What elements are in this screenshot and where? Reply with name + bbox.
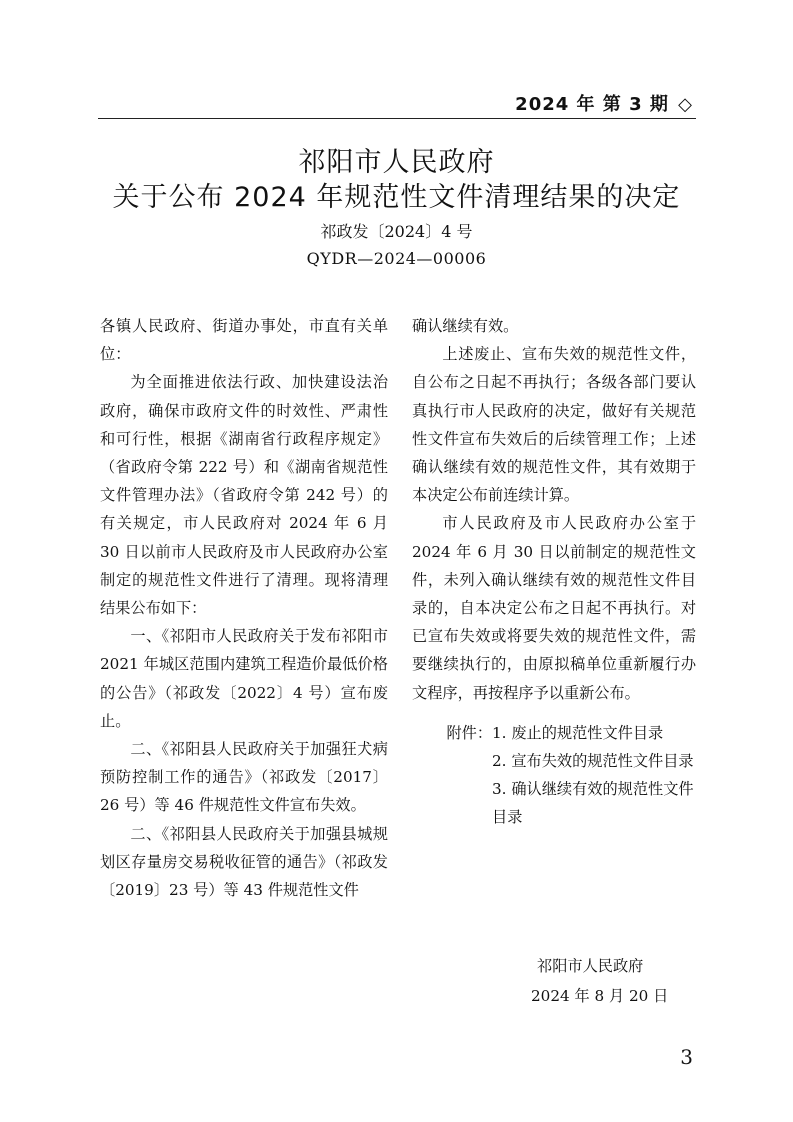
salutation: 各镇人民政府、街道办事处，市直有关单位： bbox=[100, 317, 388, 364]
paragraph-remaining: 市人民政府及市人民政府办公室于 2024 年 6 月 30 日以前制定的规范性文件，未列入确认继续有效的规范性文件目录的，自本决定公布之日起不再执行。对已宣布失效或将要失效的规范性文件，需要继续执行的，由原拟稿单位重新履行办文程序，再按程序予以重新公布。 bbox=[412, 514, 696, 702]
page-number: 3 bbox=[680, 1045, 693, 1069]
right-column bbox=[412, 312, 696, 832]
signature-date: 2024 年 8 月 20 日 bbox=[531, 987, 669, 1005]
paragraph-item-2: 二、《祁阳县人民政府关于加强狂犬病预防控制工作的通告》（祁政发〔2017〕26 号）等 46 件规范性文件宣布失效。 bbox=[100, 740, 388, 815]
paragraph-item-3: 二、《祁阳县人民政府关于加强县城规划区存量房交易税收征管的通告》（祁政发〔2019〕23 号）等 43 件规范性文件 bbox=[100, 824, 388, 900]
attachment-item: 3. 确认继续有效的规范性文件目录 bbox=[492, 780, 694, 827]
issue-label bbox=[515, 90, 693, 116]
left-column bbox=[100, 312, 388, 904]
issue-text: 2024 年 第 3 期 bbox=[515, 94, 669, 115]
attachments-label: 附件： bbox=[446, 723, 492, 742]
attachment-item: 2. 宣布失效的规范性文件目录 bbox=[492, 752, 694, 771]
attachment-item: 1. 废止的规范性文件目录 bbox=[492, 723, 664, 742]
signature-organization: 祁阳市人民政府 bbox=[537, 957, 644, 975]
paragraph-intro: 为全面推进依法行政、加快建设法治政府，确保市政府文件的时效性、严肃性和可行性，根据《湖南省行政程序规定》（省政府令第 222 号）和《湖南省规范性文件管理办法》（省政府令第 242 号）的有关规定，市人民政府对 2024 年 6 月 30 日以前市人民政府及市人民政府办公室制定的规范性文件进行了清理。现将清理结果公布如下： bbox=[100, 373, 388, 618]
title-line-1: 祁阳市人民政府 bbox=[298, 147, 495, 178]
diamond-icon: ◇ bbox=[678, 94, 693, 115]
header-rule bbox=[98, 118, 696, 119]
paragraph-item-3-continued: 确认继续有效。 bbox=[412, 317, 519, 335]
registration-number: QYDR—2024—00006 bbox=[306, 249, 487, 268]
document-number: 祁政发〔2024〕4 号 bbox=[320, 222, 473, 241]
paragraph-execution: 上述废止、宣布失效的规范性文件，自公布之日起不再执行；各级各部门要认真执行市人民政府的决定，做好有关规范性文件宣布失效后的后续管理工作；上述确认继续有效的规范性文件，其有效期于本决定公布前连续计算。 bbox=[412, 345, 696, 505]
title-line-2: 关于公布 2024 年规范性文件清理结果的决定 bbox=[112, 182, 681, 213]
paragraph-item-1: 一、《祁阳市人民政府关于发布祁阳市 2021 年城区范围内建筑工程造价最低价格的公告》（祁政发〔2022〕4 号）宣布废止。 bbox=[100, 627, 388, 730]
attachments bbox=[412, 719, 696, 832]
